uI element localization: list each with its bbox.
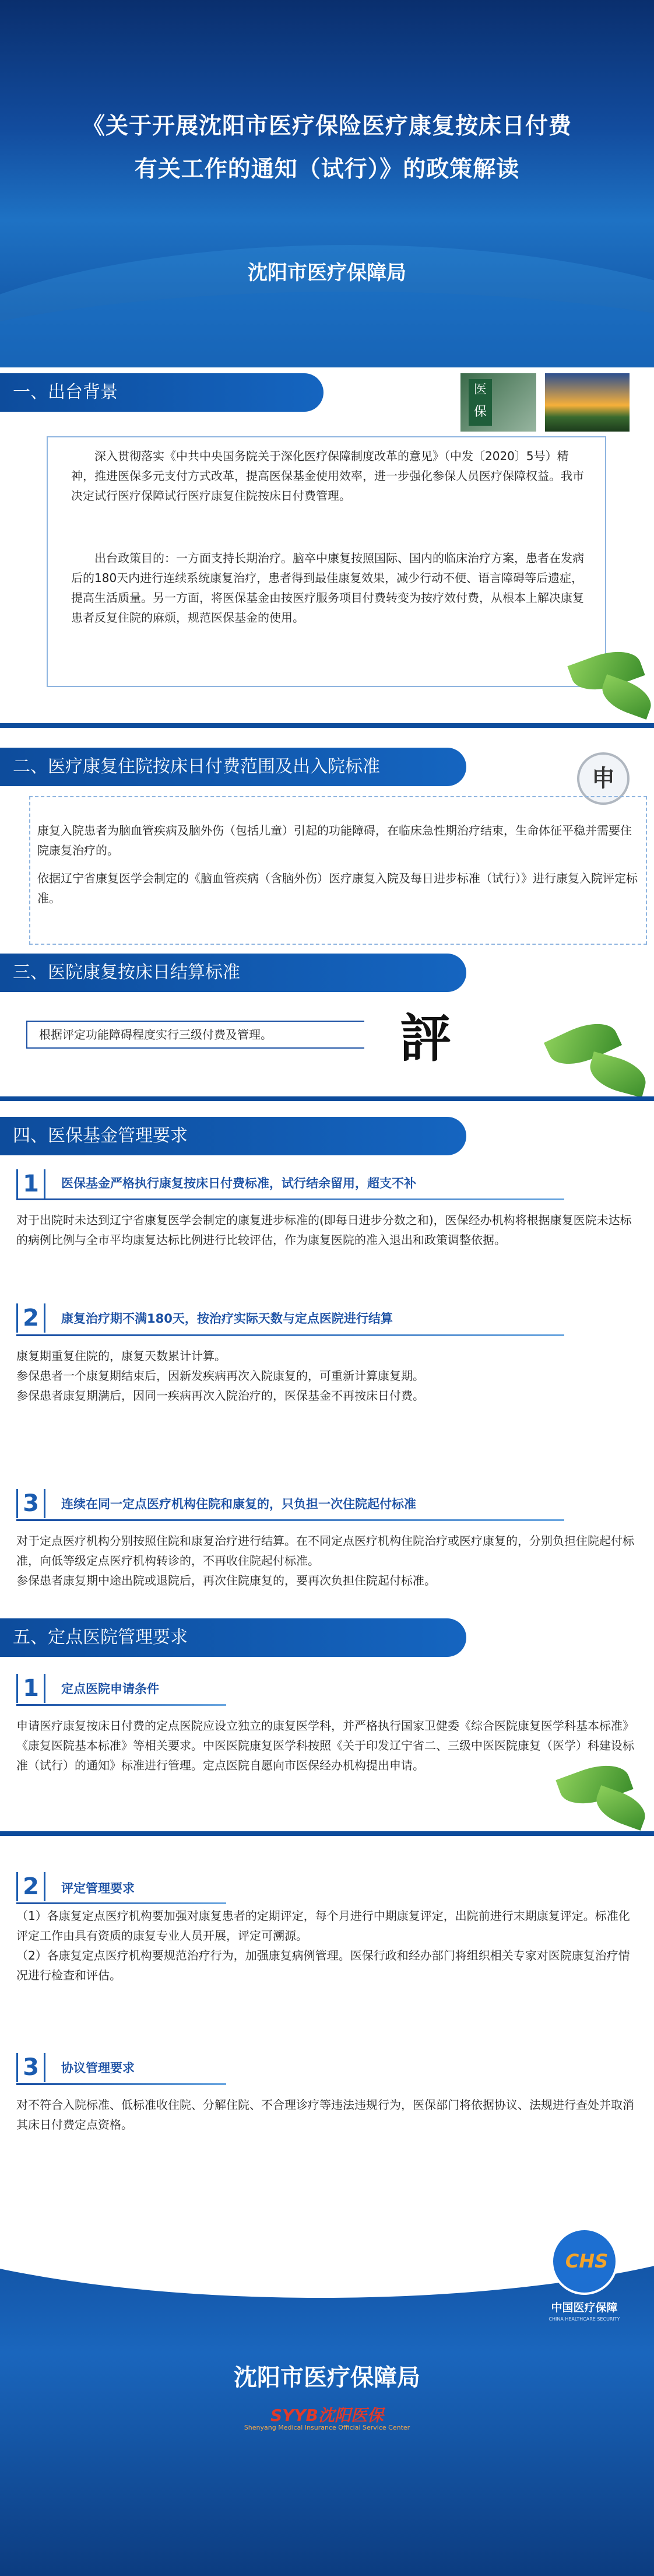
section-3-heading: 三、医院康复按床日结算标准 [0, 954, 466, 992]
item-number-badge: 2 [16, 1303, 45, 1333]
title-underline [16, 1902, 226, 1904]
background-paragraph-1: 深入贯彻落实《中共中央国务院关于深化医疗保障制度改革的意见》（中发〔2020〕5号）精神，推进医保多元支付方式改革，提高医保基金使用效率，进一步强化参保人员医疗保障权益。我市决定试行医疗保障试行医疗康复住院按床日付费管理。 [71, 449, 584, 503]
title-underline [16, 1519, 564, 1521]
chs-logo [533, 2228, 635, 2333]
section-divider [0, 1831, 654, 1836]
admission-standard-text: 依据辽宁省康复医学会制定的《脑血管疾病（含脑外伤）医疗康复入院及每日进步标准（试行）》进行康复入院评定标准。 [37, 871, 638, 905]
section-2-heading: 二、医疗康复住院按床日付费范围及出入院标准 [0, 748, 466, 786]
title-underline [16, 1704, 226, 1706]
settlement-text-frame [26, 1021, 364, 1049]
item-number-badge: 1 [16, 1674, 45, 1703]
section-2-content-box [29, 796, 647, 945]
title-line-2: 有关工作的通知（试行）》的政策解读 [134, 156, 520, 183]
logo-circle [551, 2228, 618, 2295]
calligraphy-character: 評 [399, 1008, 451, 1068]
sign-text: 医保 [469, 379, 492, 426]
agreement-management-title: 协议管理要求 [61, 2061, 135, 2075]
background-paragraph-2: 出台政策目的：一方面支持长期治疗。脑卒中康复按照国际、国内的临床治疗方案，患者在发病后的180天内进行连续系统康复治疗，患者得到最佳康复效果，减少行动不便、语言障碍等后遗症，提高生活质量。另一方面，将医保基金由按医疗服务项目付费转变为按疗效付费，从根本上解决康复患者反复住院的麻烦，规范医保基金的使用。 [71, 551, 584, 625]
issuer-subtitle: 沈阳市医疗保障局 [248, 261, 406, 285]
leaf-decoration [586, 1052, 651, 1098]
section-1-heading: 一、出台背景 [0, 373, 324, 412]
fund-rule-3-title: 连续在同一定点医疗机构住院和康复的，只负担一次住院起付标准 [61, 1497, 416, 1511]
hospital-application-text: 申请医疗康复按床日付费的定点医院应设立独立的康复医学科，并严格执行国家卫健委《综合医院康复医学科基本标准》《康复医院基本标准》等相关要求。中医医院康复医学科按照《关于印发辽宁省二、三级中医医院康复（医学）科建设标准（试行）的通知》标准进行管理。定点医院自愿向市医保经办机构提出申请。 [16, 1719, 634, 1772]
title-underline [16, 1334, 564, 1336]
item-number-badge: 3 [16, 1489, 45, 1518]
title-underline [16, 1198, 564, 1200]
agreement-management-text: 对不符合入院标准、低标准收住院、分解住院、不合理诊疗等违法违规行为，医保部门将依据协议、法规进行查处并取消其床日付费定点资格。 [16, 2098, 634, 2132]
sunset-landscape-photo [545, 373, 630, 432]
section-divider [0, 1096, 654, 1101]
item-number-badge: 3 [16, 2053, 45, 2082]
admission-criteria-text: 康复入院患者为脑血管疾病及脑外伤（包括儿童）引起的功能障碍，在临床急性期治疗结束，生命体征平稳并需要住院康复治疗的。 [37, 823, 632, 857]
road-sign-photo [460, 373, 536, 432]
section-4-heading: 四、医保基金管理要求 [0, 1117, 466, 1155]
section-5-heading: 五、定点医院管理要求 [0, 1618, 466, 1657]
signature-logo: SYYB沈阳医保 [270, 2406, 384, 2425]
section-divider [0, 723, 654, 728]
section-1-content-box [47, 436, 606, 687]
logo-cn-text: 中国医疗保障 [551, 2301, 618, 2314]
hospital-application-title: 定点医院申请条件 [61, 1682, 159, 1696]
leaf-decoration [597, 674, 654, 720]
item-number-badge: 1 [16, 1169, 45, 1198]
fund-rule-1-title: 医保基金严格执行康复按床日付费标准，试行结余留用，超支不补 [61, 1176, 416, 1190]
title-underline [16, 2083, 226, 2085]
fund-rule-3-text: 对于定点医疗机构分别按照住院和康复治疗进行结算。在不同定点医疗机构住院治疗或医疗康复的，分别负担住院起付标准，向低等级定点医疗机构转诊的，不再收住院起付标准。 参保患者康复期中途出院或退院后，再次住院康复的，要再次负担住院起付标准。 [16, 1534, 634, 1587]
leaf-decoration [591, 1785, 651, 1831]
item-number-badge: 2 [16, 1872, 45, 1901]
page-title [35, 105, 619, 191]
logo-en-text: CHINA HEALTHCARE SECURITY [548, 2316, 620, 2322]
settlement-text: 根据评定功能障碍程度实行三级付费及管理。 [39, 1028, 272, 1042]
signature-subtext: Shenyang Medical Insurance Official Service Center [244, 2424, 410, 2431]
footer-title: 沈阳市医疗保障局 [234, 2364, 420, 2391]
fund-rule-1-text: 对于出院时未达到辽宁省康复医学会制定的康复进步标准的(即每日进步分数之和)，医保经办机构将根据康复医院未达标的病例比例与全市平均康复达标比例进行比较评估，作为康复医院的准入退出和政策调整依据。 [16, 1213, 632, 1247]
logo-abbr: CHS [565, 2250, 609, 2272]
fund-rule-2-text: 康复期重复住院的，康复天数累计计算。 参保患者一个康复期结束后，因新发疾病再次入院康复的，可重新计算康复期。 参保患者康复期满后，因同一疾病再次入院治疗的，医保基金不再按床日付费。 [16, 1349, 424, 1403]
evaluation-management-title: 评定管理要求 [61, 1881, 135, 1895]
seal-char: 申 [592, 765, 615, 792]
title-line-1: 《关于开展沈阳市医疗保险医疗康复按床日付费 [82, 113, 572, 139]
fund-rule-2-title: 康复治疗期不满180天，按治疗实际天数与定点医院进行结算 [61, 1312, 393, 1326]
evaluation-management-text: （1）各康复定点医疗机构要加强对康复患者的定期评定，每个月进行中期康复评定，出院前进行末期康复评定。标准化评定工作由具有资质的康复专业人员开展，评定可溯源。 （2）各康复定点医疗机构要规范治疗行为，加强康复病例管理。医保行政和经办部门将组织相关专家对医院康复治疗情况进行检查和评估。 [16, 1909, 630, 1982]
